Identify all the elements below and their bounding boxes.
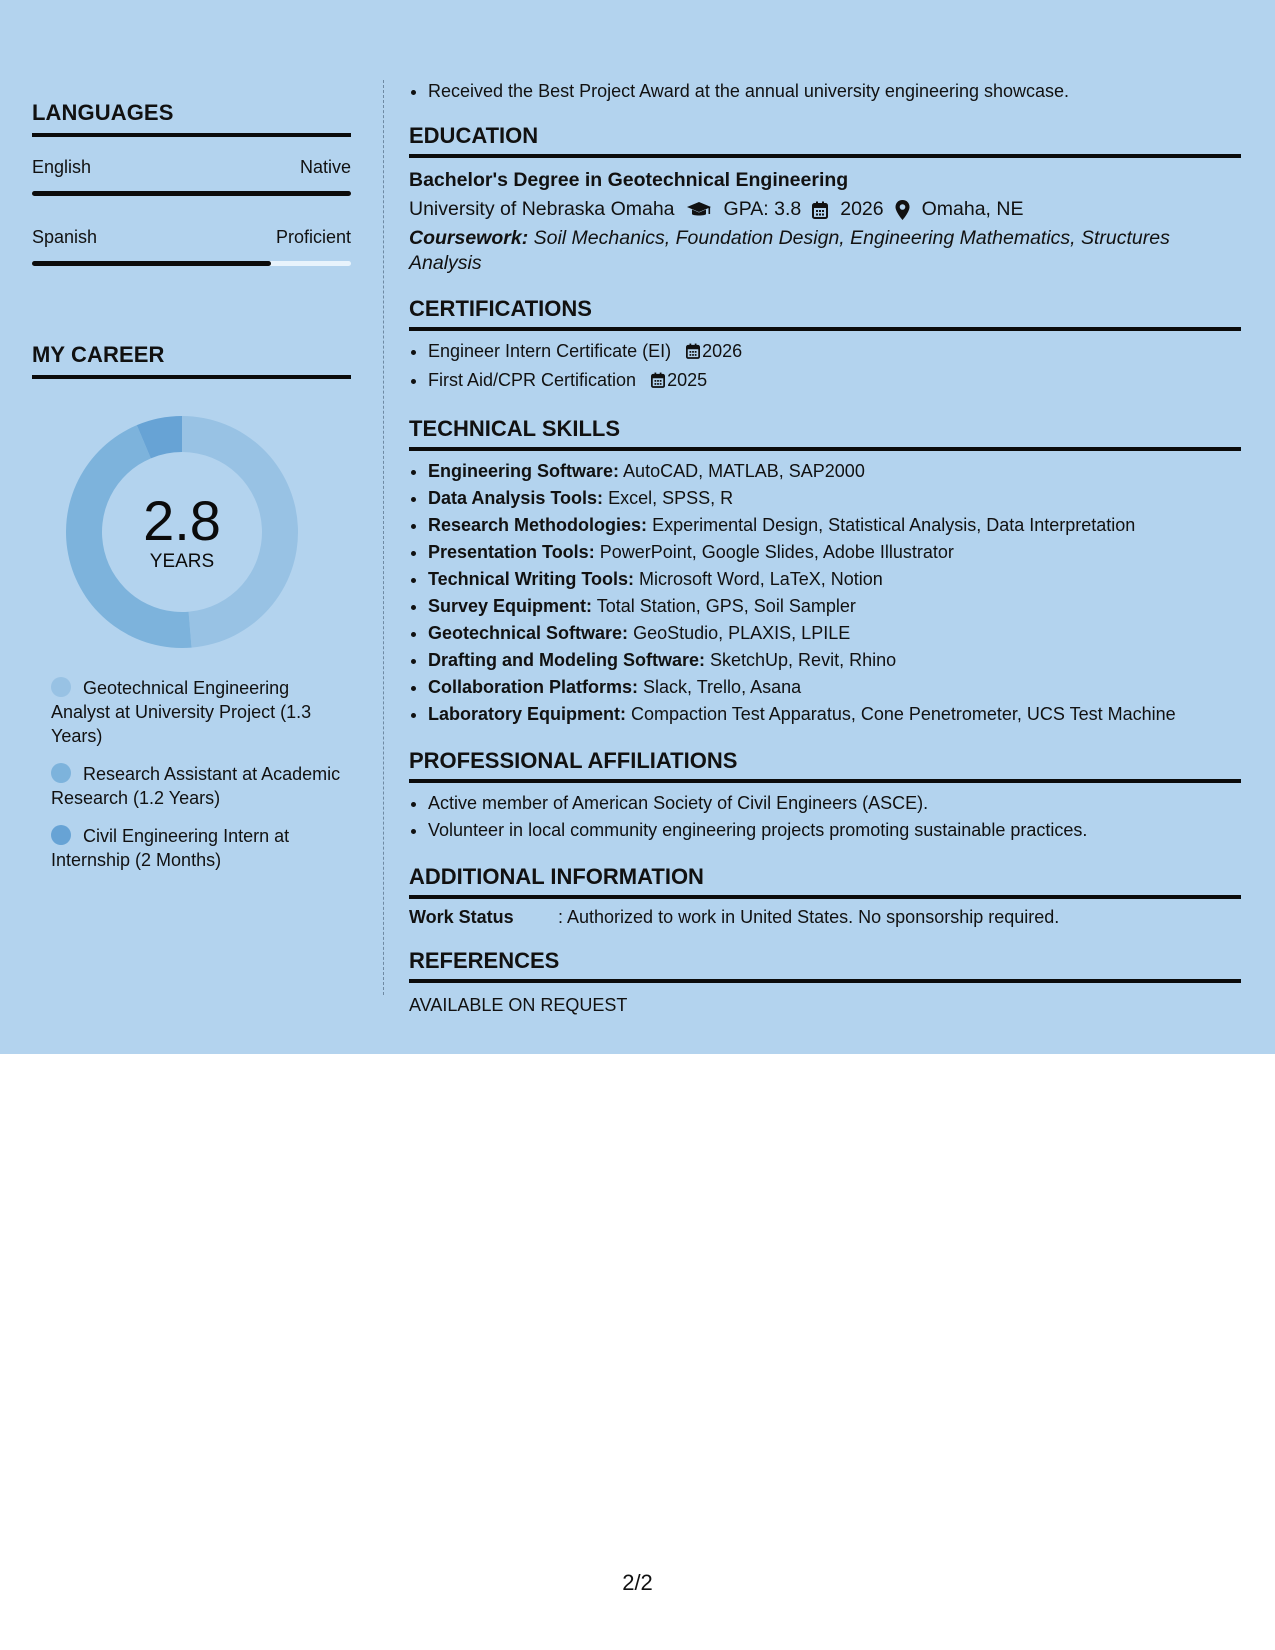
calendar-icon [686, 340, 700, 367]
career-section [32, 342, 351, 886]
language-spanish [32, 227, 351, 266]
coursework-label: Coursework: [409, 227, 529, 249]
certification-item [428, 367, 1241, 396]
skill-label: Survey Equipment: [428, 596, 593, 616]
calendar-icon [651, 369, 665, 396]
certifications-title: CERTIFICATIONS [409, 296, 1241, 331]
column-divider [383, 80, 384, 995]
language-proficiency-fill [32, 261, 271, 266]
sidebar [32, 100, 351, 266]
education-section [409, 123, 1241, 276]
graduation-cap-icon [686, 201, 712, 219]
career-unit: YEARS [149, 551, 215, 572]
career-legend [51, 676, 341, 872]
skill-label: Data Analysis Tools: [428, 488, 604, 508]
language-level: Native [299, 157, 351, 177]
career-legend-item [51, 762, 341, 810]
skill-item [428, 485, 1241, 512]
skill-item [428, 620, 1241, 647]
language-name: Spanish [32, 227, 98, 247]
skill-item [428, 512, 1241, 539]
skill-item [428, 566, 1241, 593]
affiliation-item: • Volunteer in local community engineering projects promoting sustainable practices. [428, 817, 1241, 844]
certification-year: 2025 [667, 370, 708, 390]
skill-item [428, 647, 1241, 674]
certification-name: Engineer Intern Certificate (EI) [428, 341, 672, 361]
skill-label: Research Methodologies: [428, 515, 648, 535]
education-details [409, 194, 1241, 225]
language-level: Proficient [275, 227, 351, 247]
education-year: 2026 [840, 198, 884, 220]
career-legend-label: Geotechnical Engineering Analyst at University Project (1.3 Years) [51, 678, 312, 746]
additional-info-title: ADDITIONAL INFORMATION [409, 864, 1241, 899]
skill-item [428, 701, 1241, 728]
legend-dot-icon [51, 677, 71, 697]
work-status-label: Work Status [409, 907, 514, 927]
language-name: English [32, 157, 92, 177]
certification-item [428, 338, 1241, 367]
references-text: AVAILABLE ON REQUEST [409, 995, 628, 1015]
education-title: EDUCATION [409, 123, 1241, 158]
education-school: University of Nebraska Omaha [409, 198, 675, 220]
skill-value: SketchUp, Revit, Rhino [710, 650, 897, 670]
skill-value: Excel, SPSS, R [608, 488, 734, 508]
career-legend-item [51, 824, 341, 872]
references-section [409, 948, 1241, 1016]
career-total: 2.8 [143, 489, 221, 552]
skill-item [428, 593, 1241, 620]
career-legend-item [51, 676, 341, 748]
list-item: • Received the Best Project Award at the annual university engineering showcase. [428, 78, 1241, 105]
references-title: REFERENCES [409, 948, 1241, 983]
career-title: MY CAREER [32, 342, 351, 379]
legend-dot-icon [51, 825, 71, 845]
location-pin-icon [895, 200, 910, 220]
education-degree: Bachelor's Degree in Geotechnical Engineering [409, 169, 849, 191]
legend-dot-icon [51, 763, 71, 783]
skill-value: Total Station, GPS, Soil Sampler [596, 596, 856, 616]
main-content [409, 78, 1241, 1016]
skill-label: Presentation Tools: [428, 542, 595, 562]
project-bullets [409, 78, 1241, 105]
certifications-section [409, 296, 1241, 396]
education-gpa: GPA: 3.8 [723, 198, 802, 220]
skill-label: Engineering Software: [428, 461, 620, 481]
certification-year: 2026 [702, 341, 743, 361]
skill-label: Technical Writing Tools: [428, 569, 635, 589]
skill-value: GeoStudio, PLAXIS, LPILE [633, 623, 851, 643]
certification-name: First Aid/CPR Certification [428, 370, 637, 390]
language-proficiency-bar [32, 191, 351, 196]
coursework-list: Soil Mechanics, Foundation Design, Engineering Mathematics, Structures Analysis [409, 227, 1170, 274]
languages-title: LANGUAGES [32, 100, 351, 137]
skill-value: Compaction Test Apparatus, Cone Penetrometer, UCS Test Machine [631, 704, 1176, 724]
skill-value: Microsoft Word, LaTeX, Notion [639, 569, 883, 589]
career-donut-chart [66, 416, 298, 648]
career-legend-label: Research Assistant at Academic Research (1.2 Years) [51, 764, 341, 808]
work-status [409, 907, 1241, 928]
skill-value: Experimental Design, Statistical Analysis, Data Interpretation [652, 515, 1136, 535]
skills-title: TECHNICAL SKILLS [409, 416, 1241, 451]
affiliations-title: PROFESSIONAL AFFILIATIONS [409, 748, 1241, 783]
skill-label: Laboratory Equipment: [428, 704, 627, 724]
skill-item [428, 539, 1241, 566]
language-proficiency-bar [32, 261, 351, 266]
additional-info-section [409, 864, 1241, 928]
career-legend-label: Civil Engineering Intern at Internship (2 Months) [51, 826, 290, 870]
education-coursework [409, 226, 1241, 276]
skill-value: PowerPoint, Google Slides, Adobe Illustrator [599, 542, 954, 562]
page-number: 2/2 [622, 1570, 653, 1595]
skill-label: Collaboration Platforms: [428, 677, 639, 697]
calendar-icon [812, 201, 828, 219]
language-english [32, 157, 351, 196]
skill-item [428, 458, 1241, 485]
skill-value: AutoCAD, MATLAB, SAP2000 [623, 461, 865, 481]
skill-item [428, 674, 1241, 701]
skill-label: Geotechnical Software: [428, 623, 629, 643]
skills-section [409, 416, 1241, 728]
skill-value: Slack, Trello, Asana [643, 677, 802, 697]
affiliations-section [409, 748, 1241, 844]
education-location: Omaha, NE [921, 198, 1024, 220]
language-proficiency-fill [32, 191, 351, 196]
affiliation-item: • Active member of American Society of Civil Engineers (ASCE). [428, 790, 1241, 817]
skill-label: Drafting and Modeling Software: [428, 650, 705, 670]
work-status-value: : Authorized to work in United States. No sponsorship required. [558, 907, 1060, 927]
